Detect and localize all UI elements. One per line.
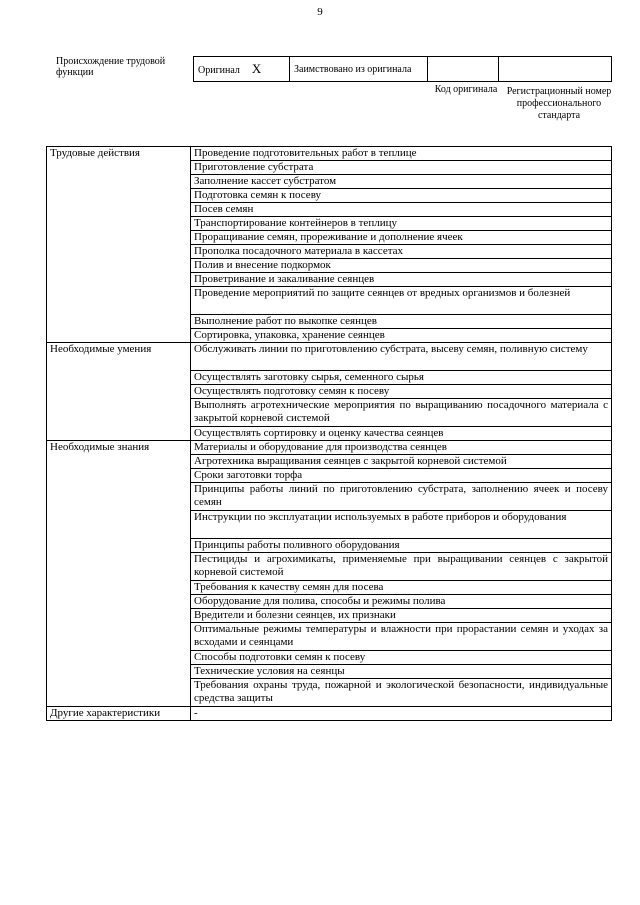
section-item: Выполнять агротехнические мероприятия по выращиванию посадочного материала с закрытой корневой системой <box>191 399 612 427</box>
section-label: Трудовые действия <box>47 147 191 343</box>
section-item: Подготовка семян к посеву <box>191 189 612 203</box>
section-item: Принципы работы линий по приготовлению субстрата, заполнению ячеек и посеву семян <box>191 483 612 511</box>
section-item: Осуществлять сортировку и оценку качества сеянцев <box>191 427 612 441</box>
section-item: Выполнение работ по выкопке сеянцев <box>191 315 612 329</box>
section-item: Способы подготовки семян к посеву <box>191 651 612 665</box>
section-item: Осуществлять подготовку семян к посеву <box>191 385 612 399</box>
section-item: Сортировка, упаковка, хранение сеянцев <box>191 329 612 343</box>
code-cell <box>428 57 499 82</box>
labor-function-table <box>46 146 612 721</box>
borrowed-cell: Заимствовано из оригинала <box>290 57 428 82</box>
section-item: Проведение подготовительных работ в теплице <box>191 147 612 161</box>
section-item: Пестициды и агрохимикаты, применяемые при выращивании сеянцев с закрытой корневой системой <box>191 553 612 581</box>
section-item: Принципы работы поливного оборудования <box>191 539 612 553</box>
table-row <box>47 147 612 161</box>
reg-number-cell <box>499 57 612 82</box>
section-item: Оборудование для полива, способы и режимы полива <box>191 595 612 609</box>
section-item: Проветривание и закаливание сеянцев <box>191 273 612 287</box>
original-label: Оригинал <box>198 64 240 76</box>
section-item: Агротехника выращивания сеянцев с закрытой корневой системой <box>191 455 612 469</box>
code-caption: Код оригинала <box>434 84 498 95</box>
section-item: Материалы и оборудование для производства сеянцев <box>191 441 612 455</box>
table-row <box>47 343 612 371</box>
section-item: Обслуживать линии по приготовлению субстрата, высеву семян, поливную систему <box>191 343 612 371</box>
section-item: Оптимальные режимы температуры и влажности при прорастании семян и уходах за всходами и сеянцами <box>191 623 612 651</box>
reg-number-caption: Регистрационный номер профессионального стандарта <box>506 86 612 121</box>
section-item: - <box>191 707 612 721</box>
section-item: Транспортирование контейнеров в теплицу <box>191 217 612 231</box>
section-item: Требования к качеству семян для посева <box>191 581 612 595</box>
page-number: 9 <box>317 6 323 18</box>
section-item: Инструкции по эксплуатации используемых в работе приборов и оборудования <box>191 511 612 539</box>
section-item: Прополка посадочного материала в кассетах <box>191 245 612 259</box>
section-label: Другие характеристики <box>47 707 191 721</box>
section-label: Необходимые знания <box>47 441 191 707</box>
section-item: Проращивание семян, прореживание и дополнение ячеек <box>191 231 612 245</box>
original-cell <box>194 57 290 82</box>
origin-label: Происхождение трудовой функции <box>56 56 166 78</box>
section-label: Необходимые умения <box>47 343 191 441</box>
table-row <box>47 441 612 455</box>
section-item: Вредители и болезни сеянцев, их признаки <box>191 609 612 623</box>
section-item: Приготовление субстрата <box>191 161 612 175</box>
section-item: Технические условия на сеянцы <box>191 665 612 679</box>
origin-table <box>193 56 612 82</box>
original-mark: X <box>251 60 262 76</box>
section-item: Проведение мероприятий по защите сеянцев от вредных организмов и болезней <box>191 287 612 315</box>
section-item: Полив и внесение подкормок <box>191 259 612 273</box>
section-item: Заполнение кассет субстратом <box>191 175 612 189</box>
section-item: Осуществлять заготовку сырья, семенного сырья <box>191 371 612 385</box>
table-row <box>47 707 612 721</box>
section-item: Посев семян <box>191 203 612 217</box>
section-item: Требования охраны труда, пожарной и экологической безопасности, индивидуальные средства защиты <box>191 679 612 707</box>
section-item: Сроки заготовки торфа <box>191 469 612 483</box>
